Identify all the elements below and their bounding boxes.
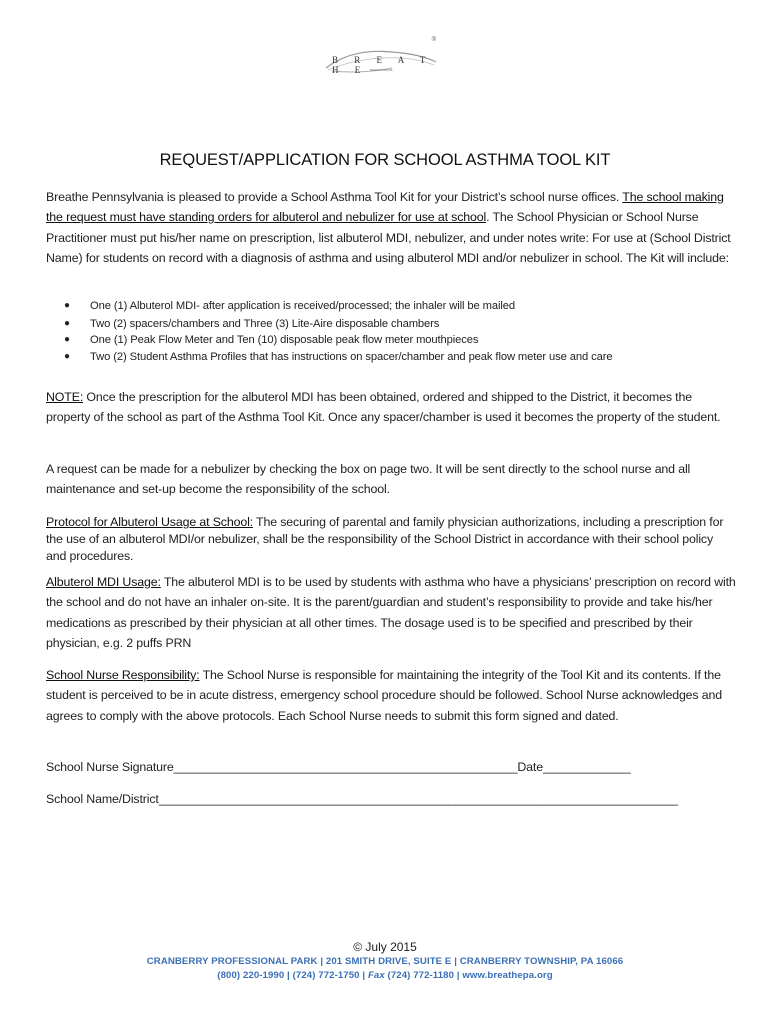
list-item xyxy=(64,298,724,314)
date-label: Date xyxy=(517,760,543,774)
mdi-usage-text: The albuterol MDI is to be used by students with asthma who have a physicians’ prescription on record with the school and do not have an inhaler on-site. It is the parent/guardian and student’s responsibility to provide and take his/her medications as prescribed by their physician at all other times. The dosage used is to be specified and prescribed by their physician, e.g. 2 puffs PRN xyxy=(46,575,736,650)
copyright: © July 2015 xyxy=(353,940,417,954)
school-label: School Name/District xyxy=(46,792,159,806)
note-label: NOTE: xyxy=(46,390,84,404)
kit-item-text: One (1) Albuterol MDI- after application is received/processed; the inhaler will be mailed xyxy=(90,300,516,312)
intro-text-end: . The School Physician or School Nurse Practitioner must put his/her name on prescription, list albuterol MDI, nebulizer, and under notes write: For use at (School District Name) for students on record with a diagnosis of asthma and using albuterol MDI and/or nebulizer in school. The Kit will include: xyxy=(46,210,731,265)
bullet-icon: ● xyxy=(64,350,70,362)
signature-label: School Nurse Signature xyxy=(46,760,174,774)
bullet-icon: ● xyxy=(64,300,70,311)
footer-address: CRANBERRY PROFESSIONAL PARK | 201 SMITH DRIVE, SUITE E | CRANBERRY TOWNSHIP, PA 16066 xyxy=(146,956,624,967)
list-item xyxy=(64,332,724,348)
logo-subtitle: PENNSYLVANIA xyxy=(370,68,393,72)
nebulizer-paragraph: A request can be made for a nebulizer by checking the box on page two. It will be sent directly to the school nurse and all maintenance and set-up become the responsibility of the school. xyxy=(46,462,691,497)
footer-fax-web: (724) 772-1180 | www.breathepa.org xyxy=(384,970,553,981)
intro-text-start: Breathe Pennsylvania is pleased to provide a School Asthma Tool Kit for your District’s school nurse offices. xyxy=(46,190,623,204)
kit-item-text: Two (2) Student Asthma Profiles that has instructions on spacer/chamber and peak flow meter use and care xyxy=(90,350,613,363)
date-field[interactable]: _____________ xyxy=(542,760,631,774)
nurse-responsibility-paragraph xyxy=(46,665,736,726)
nurse-responsibility-text: The School Nurse is responsible for maintaining the integrity of the Tool Kit and its contents. If the student is perceived to be in acute distress, emergency school procedure should be followed. School Nurse acknowledges and agrees to comply with the above protocols. Each School Nurse needs to submit this form signed and dated. xyxy=(46,668,722,723)
list-item xyxy=(64,316,724,332)
note-text: Once the prescription for the albuterol MDI has been obtained, ordered and shipped to the District, it becomes the property of the school as part of the Asthma Tool Kit. Once any spacer/chamber is used it becomes the property of the student. xyxy=(46,390,721,425)
intro-paragraph xyxy=(46,187,736,268)
kit-item-text: Two (2) spacers/chambers and Three (3) Lite-Aire disposable chambers xyxy=(90,318,440,331)
note-paragraph xyxy=(46,387,736,428)
school-field[interactable]: _____________________________________________________________________________ xyxy=(158,792,678,806)
breathe-logo xyxy=(322,38,440,80)
bullet-icon: ● xyxy=(64,334,70,346)
kit-item-text: One (1) Peak Flow Meter and Ten (10) disposable peak flow meter mouthpieces xyxy=(90,334,479,347)
protocol-paragraph xyxy=(46,514,736,565)
intro-standing-orders-text: The school making the request must have standing orders for albuterol and nebulizer for use at school xyxy=(46,190,724,225)
mdi-usage-paragraph xyxy=(46,572,736,653)
nurse-responsibility-label: School Nurse Responsibility: xyxy=(46,668,200,682)
footer-phone: (800) 220-1990 | (724) 772-1750 | xyxy=(217,970,368,981)
kit-items-list xyxy=(64,298,724,365)
footer-fax-label: Fax xyxy=(367,970,385,981)
page-title: REQUEST/APPLICATION FOR SCHOOL ASTHMA TOOL KIT xyxy=(159,151,611,169)
logo-registered-mark: ® xyxy=(431,37,436,43)
protocol-text: The securing of parental and family physician authorizations, including a prescription for the use of an albuterol MDI/or nebulizer, shall be the responsibility of the School District in accordance with their school policy and procedures. xyxy=(46,515,724,563)
logo-wordmark: B R E A T H E xyxy=(332,55,433,75)
protocol-label: Protocol for Albuterol Usage at School: xyxy=(46,515,253,529)
mdi-usage-label: Albuterol MDI Usage: xyxy=(46,575,161,589)
signature-field[interactable]: ___________________________________________________ xyxy=(173,760,518,774)
bullet-icon: ● xyxy=(64,318,70,330)
school-row xyxy=(46,792,678,806)
list-item xyxy=(64,349,724,365)
signature-row xyxy=(46,760,631,774)
footer-contact xyxy=(0,970,770,981)
